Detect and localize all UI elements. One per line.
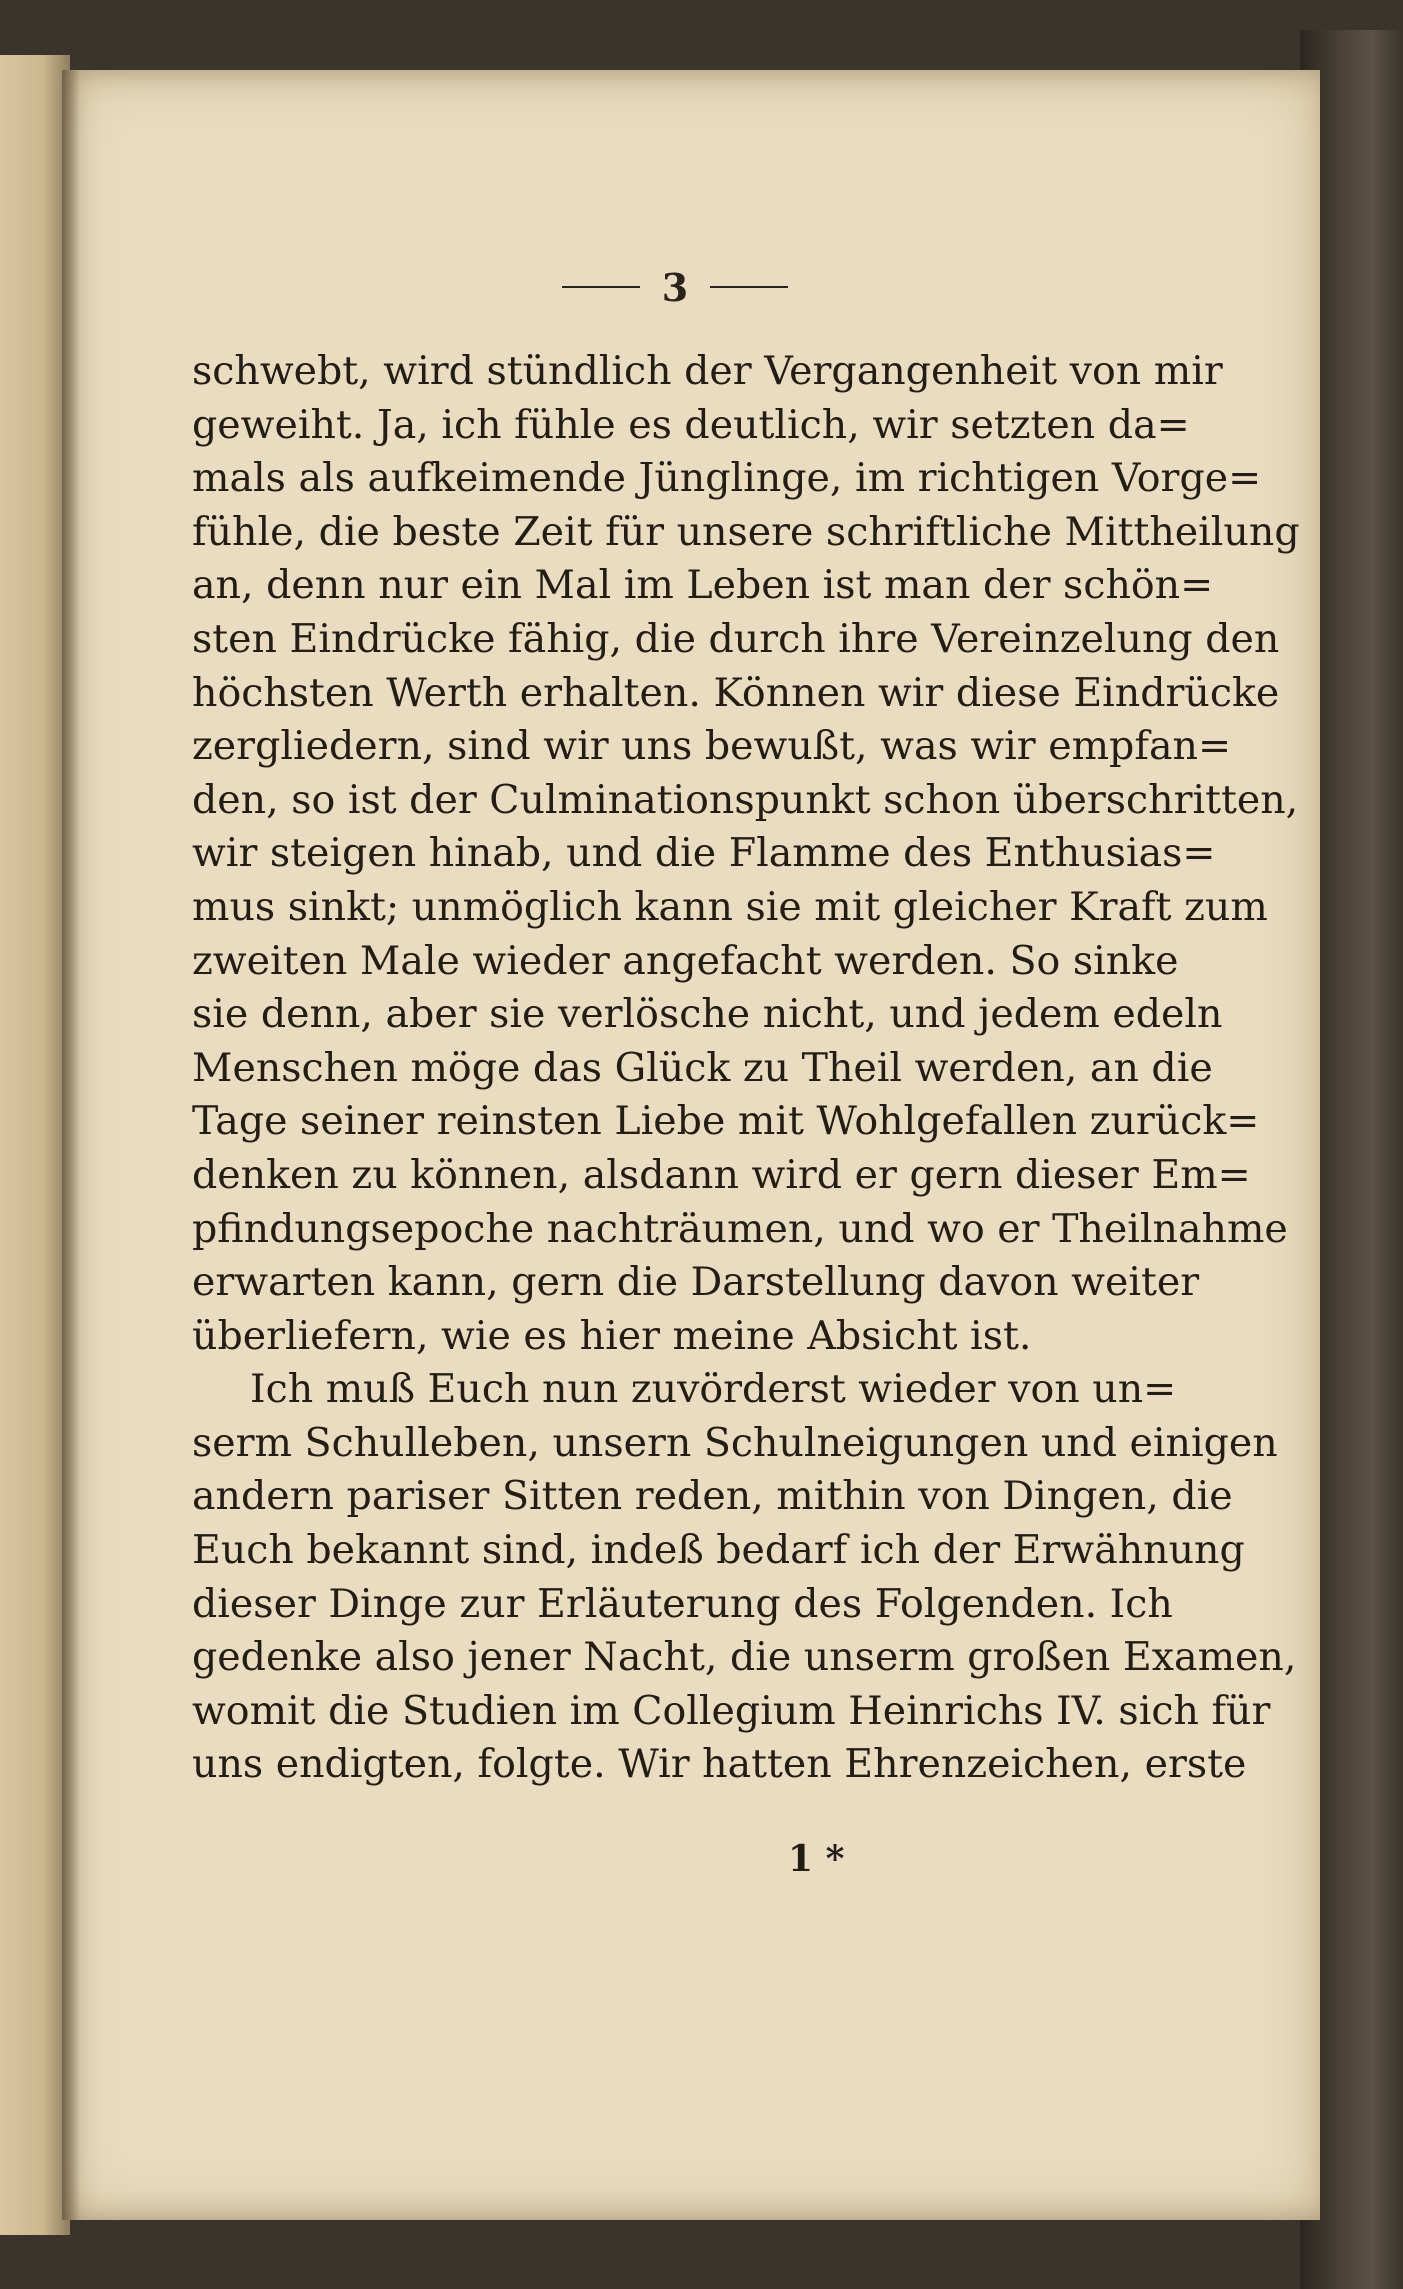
page-header [530, 262, 820, 312]
facing-page-edge [0, 55, 70, 2235]
page-gutter-shadow [62, 70, 80, 2220]
text-line: erwarten kann, gern die Darstellung davon weiter [192, 1259, 1200, 1306]
text-line: Euch bekannt sind, indeß bedarf ich der Erwähnung [192, 1527, 1245, 1574]
paragraph-end-line: überliefern, wie es hier meine Absicht ist. [192, 1312, 1032, 1359]
text-line: gedenke also jener Nacht, die unserm großen Examen, [192, 1634, 1297, 1681]
text-line: zergliedern, sind wir uns bewußt, was wir empfan= [192, 723, 1232, 770]
text-line: uns endigten, folgte. Wir hatten Ehrenzeichen, erste [192, 1741, 1247, 1788]
body-text [192, 345, 1300, 1792]
text-line: schwebt, wird stündlich der Vergangenheit von mir [192, 348, 1223, 394]
text-line: den, so ist der Culminationspunkt schon überschritten, [192, 776, 1299, 823]
text-line: dieser Dinge zur Erläuterung des Folgenden. Ich [192, 1580, 1173, 1627]
text-line: wir steigen hinab, und die Flamme des Enthusias= [192, 830, 1216, 877]
page-number: 3 [661, 264, 689, 310]
text-line: mals als aufkeimende Jünglinge, im richtigen Vorge= [192, 455, 1262, 502]
paragraph-start-line: Ich muß Euch nun zuvörderst wieder von un= [250, 1366, 1177, 1413]
text-line: sten Eindrücke fähig, die durch ihre Vereinzelung den [192, 615, 1280, 662]
text-line: fühle, die beste Zeit für unsere schriftliche Mittheilung [192, 508, 1300, 555]
text-line: Tage seiner reinsten Liebe mit Wohlgefallen zurück= [192, 1098, 1260, 1145]
text-line: womit die Studien im Collegium Heinrichs IV. sich für [192, 1687, 1271, 1734]
header-rule-right [710, 286, 788, 288]
text-line: zweiten Male wieder angefacht werden. So sinke [192, 937, 1179, 984]
text-line: mus sinkt; unmöglich kann sie mit gleicher Kraft zum [192, 883, 1268, 930]
text-line: Menschen möge das Glück zu Theil werden, an die [192, 1044, 1213, 1091]
printer-signature-mark: 1 * [788, 1838, 845, 1880]
text-line: sie denn, aber sie verlösche nicht, und jedem edeln [192, 991, 1223, 1038]
text-line: andern pariser Sitten reden, mithin von Dingen, die [192, 1473, 1233, 1520]
text-line: denken zu können, alsdann wird er gern dieser Em= [192, 1151, 1251, 1198]
text-line: an, denn nur ein Mal im Leben ist man der schön= [192, 562, 1214, 609]
text-line: höchsten Werth erhalten. Können wir diese Eindrücke [192, 669, 1280, 716]
text-line: serm Schulleben, unsern Schulneigungen und einigen [192, 1419, 1278, 1466]
text-line: geweiht. Ja, ich fühle es deutlich, wir setzten da= [192, 401, 1190, 448]
text-line: pfindungsepoche nachträumen, und wo er Theilnahme [192, 1205, 1288, 1252]
header-rule-left [562, 286, 640, 288]
